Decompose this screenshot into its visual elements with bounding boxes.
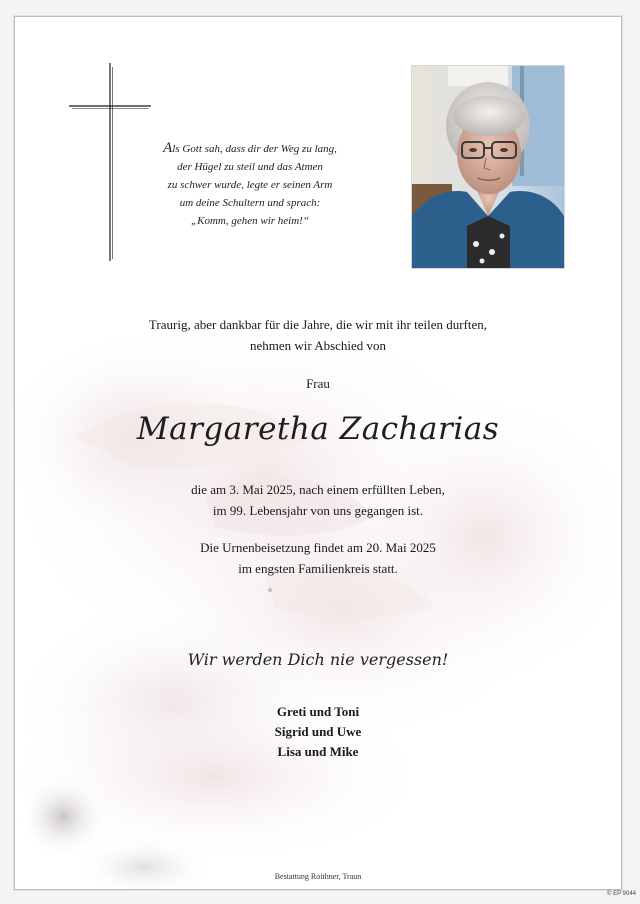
quote-line-4: um deine Schultern und sprach:	[179, 197, 321, 209]
obituary-card	[14, 16, 622, 890]
intro-text	[15, 314, 621, 356]
details-line-2: im 99. Lebensjahr von uns gegangen ist.	[212, 503, 424, 518]
portrait-photo	[411, 65, 565, 269]
quote-line-1-text: ls Gott sah, dass dir der Weg zu lang,	[172, 143, 337, 155]
burial-line-2: im engsten Familienkreis statt.	[238, 561, 398, 576]
print-code: © EP 9044	[607, 891, 636, 897]
mourner-2: Sigrid und Uwe	[274, 724, 362, 739]
intro-line-2: nehmen wir Abschied von	[249, 338, 387, 353]
quote-line-5: „Komm, gehen wir heim!“	[191, 215, 309, 227]
memorial-quote	[155, 139, 345, 230]
salutation: Frau	[306, 376, 330, 391]
undertaker-credit: Bestattung Roithner, Traun	[274, 872, 362, 881]
quote-line-3: zu schwer wurde, legte er seinen Arm	[167, 179, 333, 191]
mourners-list	[15, 702, 621, 762]
deceased-name: Margaretha Zacharias	[136, 411, 500, 447]
details-line-1: die am 3. Mai 2025, nach einem erfüllten Leben,	[191, 482, 445, 497]
mourner-1: Greti und Toni	[276, 704, 360, 719]
burial-line-1: Die Urnenbeisetzung findet am 20. Mai 2025	[200, 540, 436, 555]
quote-line-2: der Hügel zu steil und das Atmen	[177, 161, 323, 173]
mourner-3: Lisa und Mike	[277, 744, 359, 759]
quote-drop-letter: A	[163, 140, 173, 156]
burial-details	[15, 537, 621, 579]
intro-line-1: Traurig, aber dankbar für die Jahre, die wir mit ihr teilen durften,	[148, 317, 488, 332]
motto: Wir werden Dich nie vergessen!	[187, 650, 449, 669]
quote-line-1	[155, 139, 345, 158]
death-details	[15, 479, 621, 521]
cross-icon	[15, 17, 165, 277]
